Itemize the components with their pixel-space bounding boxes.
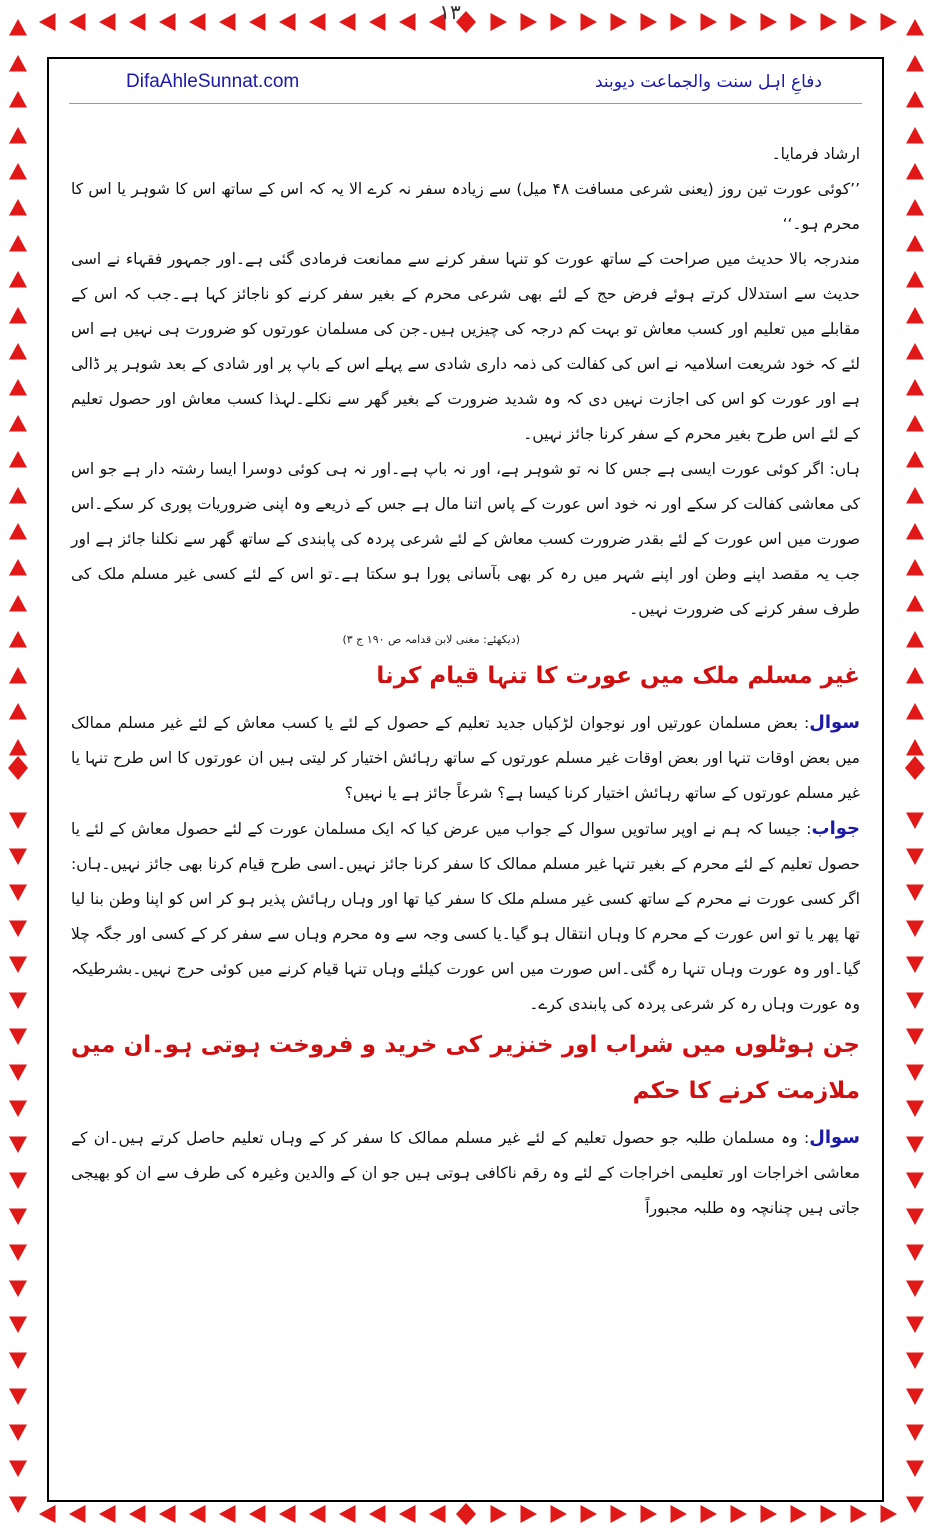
- arrow-icon: [9, 1101, 27, 1118]
- section-heading-1: غیر مسلم ملک میں عورت کا تنہا قیام کرنا: [376, 663, 860, 689]
- arrow-icon: [39, 1505, 56, 1523]
- arrow-icon: [611, 13, 628, 31]
- arrow-icon: [159, 13, 176, 31]
- arrow-icon: [851, 13, 868, 31]
- arrow-icon: [159, 1505, 176, 1523]
- arrow-icon: [906, 849, 924, 866]
- arrow-icon: [9, 415, 27, 432]
- diamond-icon: [8, 756, 28, 780]
- arrow-icon: [39, 13, 56, 31]
- site-url: DifaAhleSunnat.com: [126, 71, 300, 92]
- arrow-icon: [9, 885, 27, 902]
- arrow-icon: [791, 1505, 808, 1523]
- arrow-icon: [906, 921, 924, 938]
- diamond-icon: [905, 756, 925, 780]
- arrow-icon: [9, 199, 27, 216]
- arrow-icon: [906, 199, 924, 216]
- hadith-quote: ’’کوئی عورت تین روز (یعنی شرعی مسافت ۴۸ میل) سے زیادہ سفر نہ کرے الا یہ کہ اس کے ساتھ اس کا شوہر یا اس کا محرم ہو۔‘‘: [71, 180, 861, 233]
- header-divider: [69, 103, 862, 104]
- arrow-icon: [761, 13, 778, 31]
- arrow-icon: [339, 1505, 356, 1523]
- arrow-icon: [906, 19, 924, 36]
- arrow-icon: [906, 379, 924, 396]
- arrow-icon: [189, 13, 206, 31]
- arrow-icon: [906, 1101, 924, 1118]
- arrow-icon: [906, 1317, 924, 1334]
- arrow-icon: [9, 1353, 27, 1370]
- arrow-icon: [9, 451, 27, 468]
- arrow-icon: [701, 1505, 718, 1523]
- arrow-icon: [9, 703, 27, 720]
- arrow-icon: [881, 13, 898, 31]
- reference-citation: (دیکھئے: مغنی لابن قدامہ ص ۱۹۰ ج ۳): [342, 633, 520, 646]
- arrow-icon: [9, 921, 27, 938]
- arrow-icon: [906, 127, 924, 144]
- arrow-icon: [906, 813, 924, 830]
- arrow-icon: [906, 55, 924, 72]
- arrow-icon: [9, 813, 27, 830]
- arrow-icon: [9, 91, 27, 108]
- diamond-icon: [456, 1503, 476, 1525]
- arrow-icon: [731, 1505, 748, 1523]
- arrow-icon: [491, 13, 508, 31]
- arrow-icon: [9, 957, 27, 974]
- arrow-icon: [9, 1209, 27, 1226]
- arrow-icon: [906, 1029, 924, 1046]
- arrow-icon: [129, 13, 146, 31]
- arrow-icon: [906, 1461, 924, 1478]
- question-1: [71, 705, 860, 811]
- arrow-icon: [906, 667, 924, 684]
- arrow-icon: [9, 1281, 27, 1298]
- arrow-icon: [851, 1505, 868, 1523]
- arrow-icon: [339, 13, 356, 31]
- section-heading-2: جن ہوٹلوں میں شراب اور خنزیر کی خرید و فروخت ہوتی ہو۔ان میں ملازمت کرنے کا حکم: [71, 1032, 860, 1104]
- arrow-icon: [671, 1505, 688, 1523]
- arrow-icon: [906, 487, 924, 504]
- arrow-icon: [9, 1245, 27, 1262]
- arrow-icon: [906, 1065, 924, 1082]
- arrow-icon: [906, 523, 924, 540]
- arrow-icon: [369, 13, 386, 31]
- arrow-icon: [99, 1505, 116, 1523]
- arrow-icon: [906, 271, 924, 288]
- arrow-icon: [9, 559, 27, 576]
- arrow-icon: [906, 451, 924, 468]
- paragraph-2: ہاں: اگر کوئی عورت ایسی ہے جس کا نہ تو شوہر ہے، اور نہ باپ ہے۔اور نہ ہی کوئی دوسرا ایسا رشتہ دار ہے جو اس کی معاشی کفالت کر سکے اور نہ خود اس عورت کے پاس اتنا مال ہے جس کے ذریعے وہ اپنی ضروریات پوری کر سکے۔اس صورت میں اس عورت کے لئے بقدر ضرورت کسب معاش کے لئے شرعی پردہ کی پابندی کے ساتھ گھر سے نکلنا جائز ہے اور جب یہ مقصد اپنے وطن اور اپنے شہر میں رہ کر بھی بآسانی پورا ہو سکتا ہے۔تو اس کے لئے کسی غیر مسلم ملک کی طرف سفر کرنے کی ضرورت نہیں۔: [71, 460, 860, 618]
- arrow-icon: [701, 13, 718, 31]
- arrow-icon: [906, 235, 924, 252]
- arrow-icon: [581, 13, 598, 31]
- arrow-icon: [906, 307, 924, 324]
- arrow-icon: [9, 487, 27, 504]
- arrow-icon: [641, 1505, 658, 1523]
- arrow-icon: [9, 523, 27, 540]
- arrow-icon: [9, 1173, 27, 1190]
- arrow-icon: [906, 631, 924, 648]
- arrow-icon: [821, 13, 838, 31]
- arrow-icon: [69, 1505, 86, 1523]
- arrow-icon: [129, 1505, 146, 1523]
- arrow-icon: [906, 1173, 924, 1190]
- arrow-icon: [906, 993, 924, 1010]
- question-2: [71, 1120, 860, 1226]
- arrow-icon: [881, 1505, 898, 1523]
- arrow-icon: [219, 13, 236, 31]
- arrow-icon: [906, 595, 924, 612]
- arrow-icon: [189, 1505, 206, 1523]
- arrow-icon: [399, 1505, 416, 1523]
- paragraph-1: مندرجہ بالا حدیث میں صراحت کے ساتھ عورت کو تنہا سفر کرنے سے ممانعت فرمادی گئی ہے۔اور جمہور فقہاء نے اسی حدیث سے استدلال کرتے ہوئے فرض حج کے لئے بھی شرعی محرم کے بغیر سفر کرنے کو ناجائز کہا ہے۔جب کہ اس کے مقابلے میں تعلیم اور کسب معاش تو بہت کم درجہ کی چیزیں ہیں۔جن کی مسلمان عورتوں کو ضرورت ہی نہیں ہے اس لئے کہ خود شریعت اسلامیہ نے اس کی کفالت کی ذمہ داری شادی سے پہلے اس کے باپ پر اور شادی کے بعد شوہر پر ڈالی ہے اور عورت کو اس کی اجازت نہیں دی کہ وہ شدید ضرورت کے بغیر گھر سے نکلے۔لہذا کسب معاش اور حصول تعلیم کے لئے اس طرح بغیر محرم کے سفر کرنا جائز نہیں۔: [71, 250, 860, 443]
- arrow-icon: [9, 993, 27, 1010]
- arrow-icon: [491, 1505, 508, 1523]
- arrow-icon: [791, 13, 808, 31]
- arrow-icon: [9, 307, 27, 324]
- arrow-icon: [69, 13, 86, 31]
- arrow-icon: [429, 1505, 446, 1523]
- arrow-icon: [9, 271, 27, 288]
- arrow-icon: [9, 19, 27, 36]
- page-number: ۱۳: [439, 0, 461, 24]
- arrow-icon: [731, 13, 748, 31]
- answer-text: : جیسا کہ ہم نے اوپر ساتویں سوال کے جواب میں عرض کیا کہ ایک مسلمان عورت کے لئے حصول معاش کے لئے یا حصول تعلیم کے لئے محرم کے بغیر تنہا غیر مسلم ممالک کا سفر کرنا جائز نہیں۔اسی طرح قیام کرنا بھی جائز نہیں۔ہاں: اگر کسی عورت نے محرم کے ساتھ کسی غیر مسلم ملک کا سفر کیا تھا اور وہاں رہائش پذیر ہو کر اس کو اپنا وطن بنا لیا تھا پھر یا تو اس عورت کے محرم کا وہاں انتقال ہو گیا۔یا کسی وجہ سے وہ محرم وہاں سے سفر کر کے کسی اور جگہ چلا گیا۔اور وہ عورت وہاں تنہا رہ گئی۔اس صورت میں اس عورت کیلئے وہاں تنہا قیام کرنے میں کوئی حرج نہیں۔بشرطیکہ وہ عورت وہاں رہ کر شرعی پردہ کی پابندی کرے۔: [71, 820, 860, 1013]
- arrow-icon: [906, 1245, 924, 1262]
- arrow-icon: [369, 1505, 386, 1523]
- arrow-icon: [9, 1137, 27, 1154]
- arrow-icon: [279, 13, 296, 31]
- arrow-icon: [611, 1505, 628, 1523]
- arrow-icon: [906, 1425, 924, 1442]
- arrow-icon: [551, 1505, 568, 1523]
- intro-line: ارشاد فرمایا۔: [771, 145, 860, 163]
- arrow-icon: [906, 415, 924, 432]
- arrow-icon: [9, 379, 27, 396]
- arrow-icon: [906, 1209, 924, 1226]
- arrow-icon: [906, 739, 924, 756]
- arrow-icon: [399, 13, 416, 31]
- arrow-icon: [906, 1281, 924, 1298]
- arrow-icon: [9, 127, 27, 144]
- arrow-icon: [821, 1505, 838, 1523]
- arrow-icon: [671, 13, 688, 31]
- arrow-icon: [551, 13, 568, 31]
- arrow-icon: [9, 163, 27, 180]
- header-title: دفاعِ اہل سنت والجماعت دیوبند: [594, 72, 822, 92]
- arrow-icon: [219, 1505, 236, 1523]
- answer-label: جواب: [811, 818, 860, 839]
- question-label: سوال: [809, 1127, 860, 1148]
- arrow-icon: [906, 343, 924, 360]
- arrow-icon: [906, 1389, 924, 1406]
- arrow-icon: [906, 1497, 924, 1514]
- arrow-icon: [9, 1461, 27, 1478]
- arrow-icon: [9, 1065, 27, 1082]
- answer-1: [71, 811, 860, 1022]
- question-text: : بعض مسلمان عورتیں اور نوجوان لڑکیاں جدید تعلیم کے حصول کے لئے یا کسب معاش کے لئے غیر مسلم ممالک میں بعض اوقات تنہا اور بعض اوقات غیر مسلم عورتوں کے ساتھ رہائش اختیار کر لیتی ہیں ان عورتوں کا اس طرح تنہا یا غیر مسلم عورتوں کے ساتھ رہائش اختیار کرنا کیسا ہے؟ شرعاً جائز ہے یا نہیں؟: [71, 714, 860, 802]
- arrow-icon: [9, 667, 27, 684]
- arrow-icon: [641, 13, 658, 31]
- arrow-icon: [9, 631, 27, 648]
- arrow-icon: [906, 1353, 924, 1370]
- arrow-icon: [906, 91, 924, 108]
- arrow-icon: [581, 1505, 598, 1523]
- arrow-icon: [99, 13, 116, 31]
- arrow-icon: [521, 1505, 538, 1523]
- arrow-icon: [906, 559, 924, 576]
- arrow-icon: [279, 1505, 296, 1523]
- arrow-icon: [761, 1505, 778, 1523]
- arrow-icon: [249, 1505, 266, 1523]
- question-text: : وہ مسلمان طلبہ جو حصول تعلیم کے لئے غیر مسلم ممالک کا سفر کر کے وہاں تعلیم حاصل کرتے ہیں۔ان کے معاشی اخراجات اور تعلیمی اخراجات کے لئے وہ رقم ناکافی ہوتی ہیں جو ان کے والدین وغیرہ کی طرف سے ان کو بھیجی جاتی ہیں چنانچہ وہ طلبہ مجبوراً: [71, 1129, 860, 1217]
- arrow-icon: [9, 1425, 27, 1442]
- arrow-icon: [9, 1029, 27, 1046]
- arrow-icon: [9, 849, 27, 866]
- arrow-icon: [9, 595, 27, 612]
- arrow-icon: [9, 739, 27, 756]
- question-label: سوال: [809, 712, 860, 733]
- arrow-icon: [9, 1389, 27, 1406]
- arrow-icon: [906, 1137, 924, 1154]
- arrow-icon: [906, 957, 924, 974]
- arrow-icon: [9, 343, 27, 360]
- page-frame: [47, 57, 884, 1502]
- arrow-icon: [309, 1505, 326, 1523]
- arrow-icon: [9, 1497, 27, 1514]
- arrow-icon: [249, 13, 266, 31]
- arrow-icon: [9, 235, 27, 252]
- arrow-icon: [9, 55, 27, 72]
- arrow-icon: [309, 13, 326, 31]
- arrow-icon: [521, 13, 538, 31]
- arrow-icon: [906, 703, 924, 720]
- arrow-icon: [9, 1317, 27, 1334]
- page-content: [71, 137, 860, 1226]
- arrow-icon: [906, 885, 924, 902]
- arrow-icon: [906, 163, 924, 180]
